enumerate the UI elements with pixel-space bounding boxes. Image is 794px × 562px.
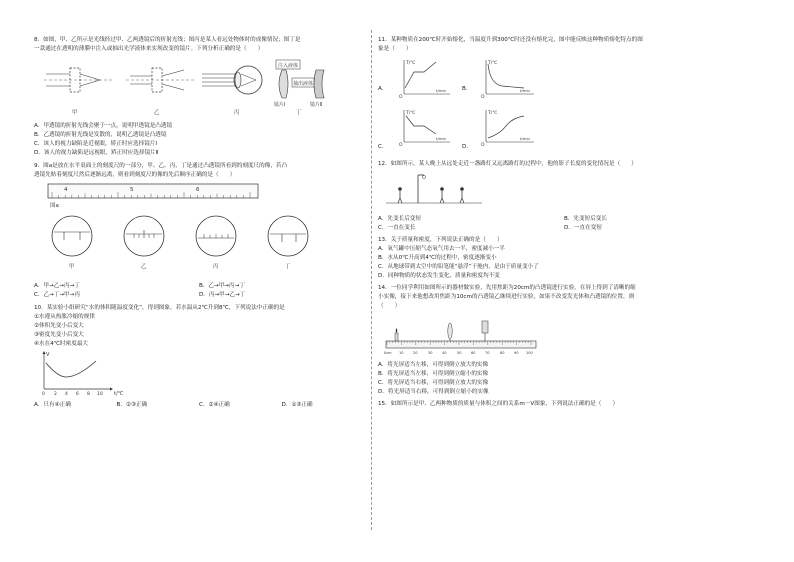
- q11-option-a: A．: [378, 86, 388, 92]
- q8-fig-yi: [126, 68, 194, 92]
- q11-graph-b: [462, 60, 534, 100]
- question-11: [378, 36, 750, 158]
- q11a-origin: O: [399, 95, 403, 100]
- question-9: [34, 162, 364, 300]
- q15-stem: 15．如图所示是甲、乙两种物质的质量与体积之间的关系m－V图象，下列说法正确的是（ ）: [378, 401, 619, 407]
- q9-option-c: C．乙→丁→甲→丙: [34, 292, 80, 298]
- q10-tick-0: 0: [42, 392, 45, 397]
- bench-tick-50: 50: [457, 351, 462, 355]
- q9-ruler: [48, 184, 258, 209]
- q8-figure: [34, 54, 364, 118]
- q8-option-a: A．甲透镜的折射光线会聚于一点，说明甲透镜是凸透镜: [34, 123, 173, 129]
- q14-stem-line1: 14．一位同学利用如图所示的器材做实验，先用焦距为20cm的凸透镜进行实验，在屏上得到了清晰的缩: [378, 285, 636, 291]
- q11a-axis-x: t/min: [436, 88, 446, 93]
- ruler-num-6: 6: [196, 187, 200, 193]
- q11c-origin: O: [399, 143, 403, 148]
- bench-tick-30: 30: [428, 351, 433, 355]
- q10-tick-8: 8: [87, 392, 90, 397]
- candle-icon: [395, 328, 398, 341]
- q10-item-1: ①水遵从热胀冷缩的规律: [34, 314, 95, 320]
- q11-graph-a: [378, 60, 450, 100]
- q9-lens-yi: [124, 216, 164, 270]
- q8-fig-label-bing: 丙: [234, 110, 240, 116]
- bench-tick-20: 20: [413, 351, 418, 355]
- question-12: [378, 160, 750, 233]
- q10-tick-4: 4: [65, 392, 68, 397]
- q14-option-c: C．将光屏适当右移，可得到倒立放大的实像: [378, 380, 489, 386]
- q10-tick-2: 2: [54, 392, 57, 397]
- q11c-axis-y: T/℃: [406, 111, 416, 116]
- q12-options-row1: [378, 215, 750, 224]
- q11-option-d: D．: [462, 144, 472, 150]
- q13-option-b: B．水从0℃升高到4℃的过程中，密度逐渐变小: [378, 255, 497, 261]
- q8-stem-line2: 一款通过在透明的薄膜中注入或抽出光学液体来实现改变的镜片。下列分析正确的是（ ）: [34, 46, 264, 52]
- q9-options-row2: [34, 291, 364, 300]
- q11-graphs: [378, 54, 750, 154]
- right-column: [378, 36, 750, 409]
- bench-tick-40: 40: [442, 351, 447, 355]
- q11b-axis-y: T/℃: [488, 61, 498, 66]
- q9-lens-ding: [268, 216, 308, 270]
- q10-axis-t: t/℃: [114, 391, 124, 397]
- lens-icon: [448, 323, 452, 341]
- q12-option-d: D．一直在变短: [564, 225, 602, 231]
- q11-option-b: B．: [462, 86, 472, 92]
- person-icon: [398, 187, 402, 203]
- q10-stem: 10．某实验小组研究“水的体积随温度变化”，得到图象。若水温从2℃升到8℃，下列说法中正确的是: [34, 305, 285, 311]
- q8-fig-label-yi: 乙: [154, 110, 160, 116]
- screen-icon: [482, 321, 488, 341]
- q8-stem-line1: 8．如图，甲、乙所示是光线经过甲、乙两透镜后的折射光线；图丙是某人看远处物体时的成像情况；图丁是: [34, 37, 301, 43]
- q8-label-lens1: 镜片Ⅰ: [274, 102, 286, 108]
- q13-option-c: C．从地球带到太空中的铅笔能“悬浮”于舱内，是由于质量变小了: [378, 264, 539, 270]
- q10-item-2: ②体积先变小后变大: [34, 323, 84, 329]
- question-15: [378, 400, 750, 409]
- q8-fig-ding: [274, 60, 324, 108]
- q11d-origin: O: [481, 143, 485, 148]
- q8-fig-label-jia: 甲: [72, 110, 78, 116]
- q11d-axis-y: T/℃: [488, 111, 498, 116]
- q8-label-extract: 抽出液体: [293, 81, 314, 87]
- q8-fig-label-ding: 丁: [296, 110, 302, 116]
- q12-option-a: A．先变长后变短: [378, 216, 421, 222]
- q13-option-a: A．氧气罐中压缩气态氧气用去一半，密度减小一半: [378, 246, 505, 252]
- bench-tick-60: 60: [471, 351, 476, 355]
- q11-option-c: C．: [378, 144, 388, 150]
- q9-label-ding: 丁: [285, 264, 291, 270]
- question-14: [378, 284, 750, 397]
- q9-option-a: A．甲→乙→丙→丁: [34, 283, 80, 289]
- q9-option-b: B．乙→甲→丙→丁: [199, 283, 245, 289]
- question-10: [34, 304, 364, 410]
- left-column: [34, 36, 364, 410]
- q12-option-c: C．一直在变长: [378, 225, 416, 231]
- q10-item-3: ③密度先变小后变大: [34, 332, 84, 338]
- q9-label-bing: 丙: [213, 264, 219, 270]
- q11-graph-d: [462, 110, 534, 150]
- q9-lens-bing: [196, 216, 236, 270]
- ruler-num-5: 5: [130, 187, 134, 193]
- q11b-origin: O: [481, 95, 485, 100]
- q9-stem-line2: 透镜先贴着刻度尺然后逐渐远离，则看到刻度尺的像的先后顺序正确的是（ ）: [34, 172, 236, 178]
- q9-figure: [34, 180, 364, 278]
- ruler-num-4: 4: [64, 187, 68, 193]
- q14-stem-line3: （ ）: [378, 303, 401, 309]
- q12-options-row2: [378, 224, 750, 233]
- bench-tick-100: 100: [526, 351, 533, 355]
- person-icon: [440, 187, 444, 203]
- q9-lens-jia: [52, 216, 92, 270]
- q11d-axis-x: t/min: [520, 136, 530, 141]
- bench-tick-90: 90: [514, 351, 519, 355]
- bench-tick-70: 70: [485, 351, 490, 355]
- q9-stem-line1: 9．图a是放在水平桌面上的刻度尺的一部分，甲、乙、丙、丁是通过凸透镜所看到的刻度尺的像，若凸: [34, 163, 288, 169]
- question-8: [34, 36, 364, 158]
- q11-stem-line2: 象是（ ）: [378, 46, 412, 52]
- person-icon: [460, 187, 464, 203]
- question-13: [378, 236, 750, 281]
- q8-fig-bing: [202, 66, 262, 94]
- q10-tick-6: 6: [76, 392, 79, 397]
- bench-tick-10: 10: [399, 351, 404, 355]
- q14-option-d: D．将光屏适当右移，可得到倒立缩小的实像: [378, 389, 489, 395]
- q13-stem: 13．关于质量和密度，下列说法正确的是（ ）: [378, 237, 503, 243]
- q11-stem-line1: 11．某种物质在200℃时开始熔化，当温度升到300℃时还没有熔化完，图中能反映这种物质熔化特点的图: [378, 37, 643, 43]
- q10-option-c: C．②④正确: [199, 402, 230, 408]
- q9-fig-a-label: 图a: [50, 203, 59, 209]
- bench-tick-80: 80: [500, 351, 505, 355]
- q9-label-jia: 甲: [69, 264, 75, 270]
- q10-option-d: D．①③正确: [281, 402, 313, 408]
- q8-fig-jia: [44, 68, 112, 92]
- q9-options-row1: [34, 282, 364, 291]
- q9-option-d: D．丙→甲→乙→丁: [199, 292, 246, 298]
- q11-graph-c: [378, 110, 450, 150]
- q10-item-4: ④水在4℃时密度最大: [34, 341, 89, 347]
- q8-label-lens2: 镜片Ⅱ: [310, 102, 323, 108]
- q13-option-d: D．同种物质的状态发生变化，质量和密度均不变: [378, 273, 500, 279]
- q8-option-c: C．该人的视力缺陷是近视眼，矫正时应选择镜片Ⅰ: [34, 141, 158, 147]
- column-divider: [371, 30, 372, 530]
- q12-option-b: B．先变短后变长: [564, 216, 607, 222]
- bench-tick-0: 0cm: [384, 351, 392, 355]
- q10-option-b: B．②③正确: [116, 402, 148, 408]
- q14-option-a: A．将光屏适当左移，可得到倒立放大的实像: [378, 362, 489, 368]
- q10-option-a: A．只有④正确: [34, 402, 71, 408]
- q10-axis-v: V: [46, 352, 50, 358]
- q14-option-b: B．将光屏适当左移，可得到倒立缩小的实像: [378, 371, 489, 377]
- q8-label-inject: 注入液体: [278, 63, 299, 69]
- q12-stem: 12．如图所示，某人晚上从远处走近一盏路灯又远离路灯的过程中，他的影子长度的变化情况是（ ）: [378, 161, 637, 167]
- q11b-axis-x: t/min: [520, 88, 530, 93]
- q9-label-yi: 乙: [141, 264, 147, 270]
- q10-tick-10: 10: [97, 392, 103, 397]
- q10-graph: [34, 349, 144, 397]
- q14-optical-bench: [378, 311, 750, 357]
- q8-option-b: B．乙透镜的折射光线是发散的，说明乙透镜是凸透镜: [34, 132, 167, 138]
- q10-options: [34, 401, 364, 410]
- q11c-axis-x: t/min: [436, 136, 446, 141]
- q8-option-d: D．该人的视力缺陷是远视眼，矫正时应选择镜片Ⅱ: [34, 150, 159, 156]
- q12-figure: [378, 169, 750, 211]
- q11a-axis-y: T/℃: [406, 61, 416, 66]
- q14-stem-line2: 小实像，接下来他想改用焦距为10cm的凸透镜乙继续进行实验，如果不改变发光体和凸透镜的位置，则: [378, 294, 635, 300]
